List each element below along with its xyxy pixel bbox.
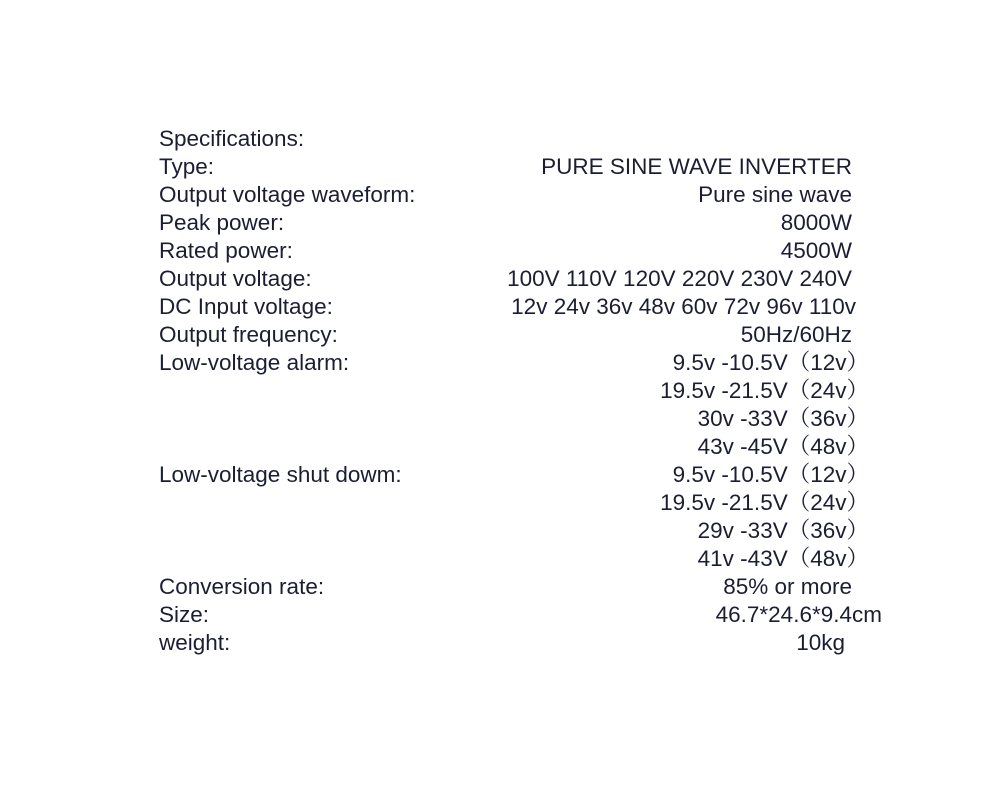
spec-value-waveform: Pure sine wave	[698, 182, 852, 207]
spec-value-alarm-12v: 9.5v -10.5V（12v）	[672, 350, 869, 375]
spec-label-weight: weight:	[159, 630, 231, 655]
spec-value-conversion: 85% or more	[723, 574, 852, 599]
spec-label-frequency: Output frequency:	[159, 322, 338, 347]
spec-row-size	[0, 601, 1000, 629]
spec-row-dc-input	[0, 293, 1000, 321]
spec-value-peak-power: 8000W	[780, 210, 852, 235]
spec-value-type: PURE SINE WAVE INVERTER	[541, 154, 852, 179]
spec-label-conversion: Conversion rate:	[159, 574, 325, 599]
spec-value-dc-input: 12v 24v 36v 48v 60v 72v 96v 110v	[511, 294, 856, 319]
spec-value-rated-power: 4500W	[780, 238, 852, 263]
spec-row-alarm-36v	[0, 405, 1000, 433]
spec-row-weight	[0, 629, 1000, 657]
spec-value-frequency: 50Hz/60Hz	[740, 322, 852, 347]
spec-row-alarm-24v	[0, 377, 1000, 405]
spec-value-alarm-36v: 30v -33V（36v）	[697, 406, 869, 431]
spec-row-shutdown-36v	[0, 517, 1000, 545]
spec-label-type: Type:	[159, 154, 215, 179]
spec-row-rated-power	[0, 237, 1000, 265]
spec-label-shutdown: Low-voltage shut dowm:	[159, 462, 402, 487]
spec-row-peak-power	[0, 209, 1000, 237]
spec-label-peak-power: Peak power:	[159, 210, 285, 235]
spec-row-conversion	[0, 573, 1000, 601]
spec-heading-row	[0, 125, 1000, 153]
spec-row-alarm-48v	[0, 433, 1000, 461]
spec-label-dc-input: DC Input voltage:	[159, 294, 333, 319]
spec-row-waveform	[0, 181, 1000, 209]
spec-row-shutdown-48v	[0, 545, 1000, 573]
spec-row-alarm	[0, 349, 1000, 377]
spec-value-output-voltage: 100V 110V 120V 220V 230V 240V	[507, 266, 852, 291]
spec-label-waveform: Output voltage waveform:	[159, 182, 416, 207]
spec-heading: Specifications:	[159, 126, 305, 151]
spec-row-type	[0, 153, 1000, 181]
spec-row-output-voltage	[0, 265, 1000, 293]
spec-value-size: 46.7*24.6*9.4cm	[715, 602, 882, 627]
spec-label-size: Size:	[159, 602, 210, 627]
spec-value-weight: 10kg	[796, 630, 845, 655]
spec-value-shutdown-36v: 29v -33V（36v）	[697, 518, 869, 543]
spec-value-alarm-48v: 43v -45V（48v）	[697, 434, 869, 459]
spec-value-alarm-24v: 19.5v -21.5V（24v）	[660, 378, 869, 403]
spec-label-alarm: Low-voltage alarm:	[159, 350, 350, 375]
spec-label-rated-power: Rated power:	[159, 238, 293, 263]
spec-row-frequency	[0, 321, 1000, 349]
spec-value-shutdown-48v: 41v -43V（48v）	[697, 546, 869, 571]
spec-value-shutdown-12v: 9.5v -10.5V（12v）	[672, 462, 869, 487]
spec-row-shutdown-24v	[0, 489, 1000, 517]
spec-label-output-voltage: Output voltage:	[159, 266, 312, 291]
spec-row-shutdown	[0, 461, 1000, 489]
spec-value-shutdown-24v: 19.5v -21.5V（24v）	[660, 490, 869, 515]
